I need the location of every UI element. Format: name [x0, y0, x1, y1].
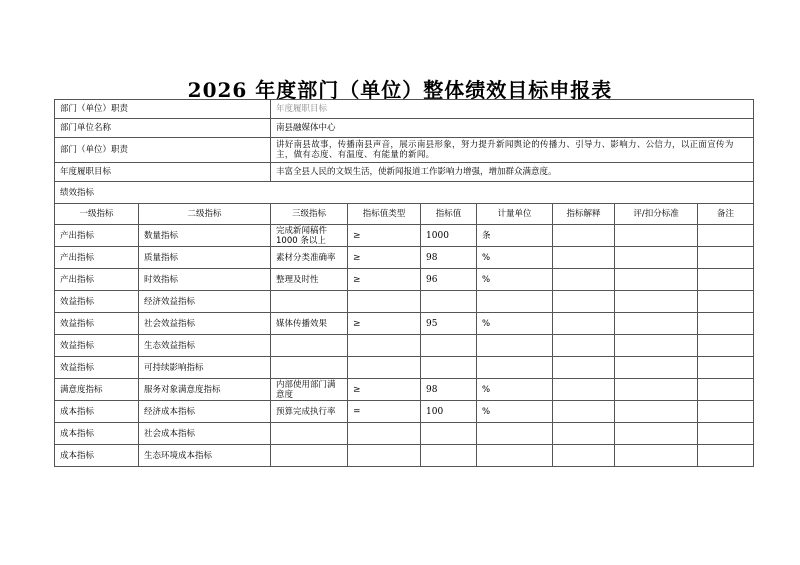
- table-cell: 社会成本指标: [139, 423, 271, 445]
- table-cell: [698, 269, 754, 291]
- table-cell: [553, 269, 615, 291]
- table-cell: 98: [421, 379, 477, 401]
- table-cell: ≥: [348, 379, 421, 401]
- table-cell: 经济效益指标: [139, 291, 271, 313]
- table-cell: ≥: [348, 225, 421, 247]
- table-cell: [271, 335, 348, 357]
- table-row: [55, 335, 754, 357]
- table-cell: [698, 225, 754, 247]
- table-cell: [615, 423, 698, 445]
- table-cell: [421, 291, 477, 313]
- table-cell: [698, 313, 754, 335]
- table-cell: 满意度指标: [55, 379, 139, 401]
- table-cell: =: [348, 401, 421, 423]
- table-row: [55, 423, 754, 445]
- table-cell: [421, 335, 477, 357]
- table-cell: 质量指标: [139, 247, 271, 269]
- table-cell: 可持续影响指标: [139, 357, 271, 379]
- info-label: 部门（单位）职责: [55, 100, 271, 119]
- table-cell: [271, 445, 348, 467]
- table-cell: [348, 423, 421, 445]
- table-cell: [553, 335, 615, 357]
- table-cell: 整理及时性: [271, 269, 348, 291]
- table-cell: [553, 445, 615, 467]
- table-cell: ≥: [348, 247, 421, 269]
- table-cell: %: [477, 269, 553, 291]
- info-label: 年度履职目标: [55, 163, 271, 182]
- table-cell: 产出指标: [55, 225, 139, 247]
- info-value: 讲好南县故事，传播南县声音，展示南县形象，努力提升新闻舆论的传播力、引导力、影响力、公信力，以正面宣传为主，做有态度、有温度、有能量的新闻。: [271, 138, 754, 163]
- table-cell: %: [477, 401, 553, 423]
- table-cell: 1000: [421, 225, 477, 247]
- column-header: 三级指标: [271, 204, 348, 225]
- column-header: 指标解释: [553, 204, 615, 225]
- table-cell: %: [477, 379, 553, 401]
- table-cell: 效益指标: [55, 313, 139, 335]
- section-label: 绩效指标: [55, 182, 754, 204]
- table-cell: %: [477, 247, 553, 269]
- table-cell: 经济成本指标: [139, 401, 271, 423]
- table-cell: [477, 423, 553, 445]
- table-cell: [698, 423, 754, 445]
- table-cell: 效益指标: [55, 357, 139, 379]
- table-row: [55, 357, 754, 379]
- table-cell: [615, 445, 698, 467]
- table-cell: [615, 291, 698, 313]
- table-cell: ≥: [348, 313, 421, 335]
- table-cell: 时效指标: [139, 269, 271, 291]
- column-header: 指标值: [421, 204, 477, 225]
- table-cell: [477, 357, 553, 379]
- table-cell: [348, 357, 421, 379]
- table-cell: 服务对象满意度指标: [139, 379, 271, 401]
- table-cell: 96: [421, 269, 477, 291]
- table-cell: 社会效益指标: [139, 313, 271, 335]
- table-cell: [348, 335, 421, 357]
- table-cell: [615, 225, 698, 247]
- table-cell: 产出指标: [55, 247, 139, 269]
- column-header: 备注: [698, 204, 754, 225]
- table-cell: [553, 313, 615, 335]
- table-cell: [615, 335, 698, 357]
- table-row: [55, 313, 754, 335]
- table-cell: 内部使用部门满意度: [271, 379, 348, 401]
- column-header: 指标值类型: [348, 204, 421, 225]
- table-cell: 条: [477, 225, 553, 247]
- table-row: [55, 291, 754, 313]
- table-cell: 成本指标: [55, 401, 139, 423]
- column-header: 二级指标: [139, 204, 271, 225]
- table-cell: ≥: [348, 269, 421, 291]
- table-cell: [348, 291, 421, 313]
- table-cell: [615, 357, 698, 379]
- table-cell: 预算完成执行率: [271, 401, 348, 423]
- table-cell: [698, 247, 754, 269]
- table-cell: [553, 225, 615, 247]
- table-cell: [615, 313, 698, 335]
- table-cell: [698, 445, 754, 467]
- table-cell: [553, 423, 615, 445]
- table-cell: [271, 423, 348, 445]
- table-cell: [477, 335, 553, 357]
- table-cell: [553, 379, 615, 401]
- table-cell: [553, 357, 615, 379]
- table-cell: 效益指标: [55, 291, 139, 313]
- table-row: [55, 247, 754, 269]
- table-cell: 成本指标: [55, 445, 139, 467]
- table-cell: [698, 379, 754, 401]
- table-cell: 数量指标: [139, 225, 271, 247]
- table-cell: [698, 291, 754, 313]
- table-cell: [698, 401, 754, 423]
- table-row: [55, 225, 754, 247]
- column-header: 评/扣分标准: [615, 204, 698, 225]
- info-label: 部门单位名称: [55, 119, 271, 138]
- table-cell: [421, 423, 477, 445]
- table-cell: 100: [421, 401, 477, 423]
- page-title: 2026 年度部门（单位）整体绩效目标申报表: [187, 78, 613, 102]
- performance-table: [54, 99, 754, 467]
- table-cell: 素材分类准确率: [271, 247, 348, 269]
- table-cell: [615, 401, 698, 423]
- table-cell: [477, 291, 553, 313]
- table-cell: [615, 379, 698, 401]
- table-row: [55, 401, 754, 423]
- table-cell: 完成新闻稿件1000 条以上: [271, 225, 348, 247]
- table-cell: [477, 445, 553, 467]
- table-cell: [553, 401, 615, 423]
- table-cell: %: [477, 313, 553, 335]
- table-cell: [553, 247, 615, 269]
- table-cell: 成本指标: [55, 423, 139, 445]
- table-row: [55, 379, 754, 401]
- table-cell: [615, 269, 698, 291]
- table-cell: [271, 357, 348, 379]
- table-cell: [348, 445, 421, 467]
- table-cell: [421, 357, 477, 379]
- table-cell: [698, 335, 754, 357]
- info-value: 年度履职目标: [271, 100, 754, 119]
- table-cell: [698, 357, 754, 379]
- table-cell: [421, 445, 477, 467]
- table-cell: 98: [421, 247, 477, 269]
- table-cell: [553, 291, 615, 313]
- info-value: 丰富全县人民的文娱生活，使新闻报道工作影响力增强，增加群众满意度。: [271, 163, 754, 182]
- table-cell: [615, 247, 698, 269]
- column-header: 计量单位: [477, 204, 553, 225]
- table-cell: 产出指标: [55, 269, 139, 291]
- table-row: [55, 445, 754, 467]
- info-label: 部门（单位）职责: [55, 138, 271, 163]
- table-cell: 生态环境成本指标: [139, 445, 271, 467]
- table-cell: 95: [421, 313, 477, 335]
- table-cell: [271, 291, 348, 313]
- table-cell: 效益指标: [55, 335, 139, 357]
- table-cell: 媒体传播效果: [271, 313, 348, 335]
- info-value: 南县融媒体中心: [271, 119, 754, 138]
- table-cell: 生态效益指标: [139, 335, 271, 357]
- table-row: [55, 269, 754, 291]
- column-header: 一级指标: [55, 204, 139, 225]
